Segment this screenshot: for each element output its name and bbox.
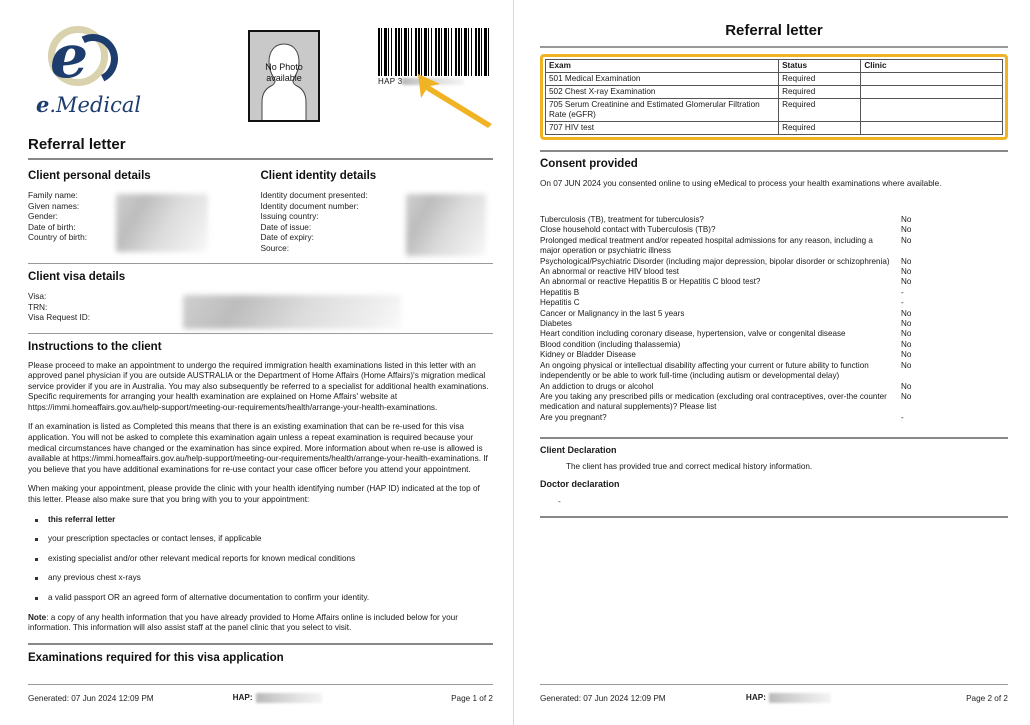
instructions-paragraph-1: Please proceed to make an appointment to undergo the required immigration health examinations listed in this letter with an approved panel physician if you are outside AUSTRALIA or the Department of Home Affairs (Home Affairs)'s migration medical service provider if you are in Australia. You may also subsequently be referred to a specialist for additional health examinations. Specific requirements for arranging your health examination are explained on Home Affairs' website at https://immi.homeaffairs.gov.au/help-support/meeting-our-requirements/health/arrange-your-health-examinations. bbox=[28, 360, 489, 412]
exams-required-heading: Examinations required for this visa application bbox=[28, 651, 284, 664]
instructions-heading: Instructions to the client bbox=[28, 340, 162, 353]
footer-hap-redaction bbox=[769, 693, 831, 703]
exams-heading-rule bbox=[28, 643, 493, 645]
table-row bbox=[546, 122, 1003, 135]
question-text: Psychological/Psychiatric Disorder (including major depression, bipolar disorder or schizophrenia) bbox=[540, 256, 890, 266]
cell-status: Required bbox=[779, 99, 861, 122]
photo-placeholder-label bbox=[250, 62, 318, 84]
list-item bbox=[540, 392, 1008, 413]
logo-letter-e-icon: e bbox=[50, 22, 87, 92]
client-personal-details bbox=[28, 168, 261, 253]
list-item bbox=[540, 319, 1008, 329]
page2-footer bbox=[540, 676, 1008, 703]
consent-intro-text: On 07 JUN 2024 you consented online to using eMedical to process your health examinations where available. bbox=[540, 179, 942, 188]
exam-table-highlight bbox=[540, 54, 1008, 140]
label-source: Source: bbox=[260, 242, 290, 253]
list-item: this referral letter bbox=[48, 515, 493, 526]
photo-placeholder-line2: available bbox=[266, 73, 302, 83]
cell-exam: 707 HIV test bbox=[546, 122, 779, 135]
question-text: Hepatitis B bbox=[540, 287, 580, 297]
footer-page-number: Page 2 of 2 bbox=[966, 693, 1008, 703]
list-item: existing specialist and/or other relevant medical reports for known medical conditions bbox=[48, 554, 493, 565]
table-row bbox=[546, 99, 1003, 122]
label-identity-document-presented: Identity document presented: bbox=[260, 190, 368, 200]
footer-rule bbox=[540, 684, 1008, 685]
page2-title-rule bbox=[540, 46, 1008, 48]
answer-value: No bbox=[901, 381, 912, 391]
question-text: Heart condition including coronary disease, hypertension, valve or congenital disease bbox=[540, 329, 846, 339]
label-gender: Gender: bbox=[28, 211, 58, 221]
answer-value: No bbox=[901, 319, 912, 329]
answer-value: No bbox=[901, 391, 912, 401]
cell-exam: 501 Medical Examination bbox=[546, 73, 779, 86]
client-declaration-text: The client has provided true and correct medical history information. bbox=[566, 462, 813, 472]
footer-rule bbox=[28, 684, 493, 685]
cell-clinic bbox=[861, 86, 1003, 99]
label-visa-request-id: Visa Request ID: bbox=[28, 312, 91, 322]
list-item bbox=[540, 277, 1008, 287]
footer-hap-id bbox=[233, 693, 386, 703]
title-rule bbox=[28, 158, 493, 160]
exam-table-header-row bbox=[546, 60, 1003, 73]
instructions-note bbox=[28, 613, 493, 634]
label-country-of-birth: Country of birth: bbox=[28, 232, 88, 242]
question-text: Are you taking any prescribed pills or medication (excluding oral contraceptives, over-the counter medication and natural supplements)? Please list bbox=[540, 391, 887, 412]
exam-table-body bbox=[546, 73, 1003, 135]
instructions-paragraph-3: When making your appointment, please provide the clinic with your health identifying number (HAP ID) indicated at the top of this letter. Please also make sure that you bring with you to your appointment: bbox=[28, 484, 480, 505]
label-given-names: Given names: bbox=[28, 200, 80, 211]
footer-row bbox=[540, 693, 1008, 703]
table-row bbox=[546, 86, 1003, 99]
question-text: Blood condition (including thalassemia) bbox=[540, 339, 681, 349]
table-row bbox=[546, 73, 1003, 86]
logo-wordmark-medical: .Medical bbox=[49, 93, 142, 117]
list-item: any previous chest x-rays bbox=[48, 573, 493, 584]
footer-hap-id bbox=[746, 693, 900, 703]
list-item bbox=[540, 350, 1008, 360]
logo-wordmark-e: e bbox=[36, 92, 50, 117]
client-visa-details bbox=[28, 271, 493, 327]
identity-details-heading: Client identity details bbox=[260, 170, 377, 182]
column-header-clinic: Clinic bbox=[861, 60, 1003, 73]
identity-details-redaction bbox=[406, 194, 486, 256]
question-text: Hepatitis C bbox=[540, 298, 580, 308]
visa-details-heading: Client visa details bbox=[28, 271, 126, 283]
document-page-2 bbox=[514, 0, 1030, 725]
question-text: Cancer or Malignancy in the last 5 years bbox=[540, 308, 685, 318]
answer-value: No bbox=[901, 215, 912, 224]
cell-clinic bbox=[861, 73, 1003, 86]
answer-value: No bbox=[901, 277, 912, 287]
list-item bbox=[540, 361, 1008, 382]
footer-generated-timestamp: Generated: 07 Jun 2024 12:09 PM bbox=[28, 693, 154, 703]
label-date-of-birth: Date of birth: bbox=[28, 221, 76, 232]
client-details-columns bbox=[28, 168, 493, 253]
column-header-status: Status bbox=[779, 60, 861, 73]
label-visa: Visa: bbox=[28, 291, 47, 301]
hap-barcode-redaction bbox=[402, 78, 464, 85]
cell-exam: 502 Chest X-ray Examination bbox=[546, 86, 779, 99]
question-text: Close household contact with Tuberculosis (TB)? bbox=[540, 225, 716, 235]
answer-value: - bbox=[901, 298, 904, 308]
question-text: Diabetes bbox=[540, 319, 572, 329]
page2-title: Referral letter bbox=[725, 22, 823, 39]
hap-barcode-prefix: HAP 3 bbox=[378, 77, 403, 86]
instructions-note-label: Note bbox=[28, 612, 47, 622]
personal-details-redaction bbox=[116, 194, 208, 252]
question-text: An addiction to drugs or alcohol bbox=[540, 381, 654, 391]
list-item bbox=[540, 267, 1008, 277]
logo-wordmark bbox=[36, 92, 178, 117]
emedical-logo-mark bbox=[42, 22, 124, 92]
client-photo-placeholder bbox=[248, 30, 320, 122]
exam-table bbox=[545, 59, 1003, 135]
answer-value: No bbox=[901, 308, 912, 318]
list-item: your prescription spectacles or contact lenses, if applicable bbox=[48, 534, 493, 545]
label-identity-document-number: Identity document number: bbox=[260, 200, 359, 211]
list-item bbox=[540, 329, 1008, 339]
instructions-paragraph-2: If an examination is listed as Completed this means that there is an existing examination that can be re-used for this visa application. You will not be asked to complete this examination again unless a repeat examination is required because your medical circumstances have changed or the examination has since expired. More information about when re-use is allowed is available at https://immi.homeaffairs.gov.au/help-support/meeting-our-requirements/health/arrange-your-health-examinations. If you believe that you have additional examinations for re-use contact your case officer before you attend your appointment. bbox=[28, 422, 488, 474]
list-item bbox=[540, 225, 1008, 235]
declaration-bottom-rule bbox=[540, 516, 1008, 518]
label-trn: TRN: bbox=[28, 301, 48, 312]
question-text: Tuberculosis (TB), treatment for tuberculosis? bbox=[540, 215, 704, 224]
instructions-note-text: : a copy of any health information that you have already provided to Home Affairs online is included below for your information. This information will also assist staff at the panel clinic that you select to visit. bbox=[28, 612, 458, 633]
answer-value: No bbox=[901, 225, 912, 235]
question-text: An ongoing physical or intellectual disability affecting your current or future ability to function independently or be able to work full-time (including autism or developmental delay) bbox=[540, 360, 869, 381]
list-item bbox=[540, 215, 1008, 225]
page-title: Referral letter bbox=[28, 136, 126, 153]
list-item bbox=[540, 413, 1008, 423]
list-item bbox=[540, 236, 1008, 257]
label-date-of-issue: Date of issue: bbox=[260, 221, 312, 232]
client-declaration-heading: Client Declaration bbox=[540, 445, 617, 456]
footer-page-number: Page 1 of 2 bbox=[451, 693, 493, 703]
cell-status: Required bbox=[779, 86, 861, 99]
answer-value: No bbox=[901, 339, 912, 349]
label-issuing-country: Issuing country: bbox=[260, 211, 319, 221]
personal-details-heading: Client personal details bbox=[28, 170, 151, 182]
hap-barcode-area bbox=[378, 28, 490, 86]
page1-header bbox=[28, 12, 493, 132]
answer-value: No bbox=[901, 360, 912, 370]
answer-value: No bbox=[901, 256, 912, 266]
emedical-logo bbox=[28, 12, 178, 117]
column-header-exam: Exam bbox=[546, 60, 779, 73]
hap-barcode-text bbox=[378, 77, 490, 86]
hap-barcode-image bbox=[378, 28, 490, 76]
visa-details-redaction bbox=[183, 295, 401, 329]
footer-hap-redaction bbox=[256, 693, 322, 703]
doctor-declaration-heading: Doctor declaration bbox=[540, 479, 620, 490]
cell-status: Required bbox=[779, 122, 861, 135]
client-declaration-rule bbox=[540, 437, 1008, 439]
answer-value: - bbox=[901, 287, 904, 297]
question-text: Kidney or Bladder Disease bbox=[540, 350, 636, 360]
instructions-bullet-list bbox=[28, 515, 493, 604]
footer-hap-label: HAP: bbox=[745, 693, 766, 703]
exam-table-head bbox=[546, 60, 1003, 73]
label-date-of-expiry: Date of expiry: bbox=[260, 232, 314, 242]
answer-value: - bbox=[901, 412, 904, 422]
doctor-declaration-text: - bbox=[558, 497, 561, 507]
list-item bbox=[540, 382, 1008, 392]
cell-exam: 705 Serum Creatinine and Estimated Glomerular Filtration Rate (eGFR) bbox=[546, 99, 779, 122]
medical-history-questions bbox=[540, 215, 1008, 423]
list-item bbox=[540, 257, 1008, 267]
footer-hap-label: HAP: bbox=[232, 693, 253, 703]
photo-placeholder-line1: No Photo bbox=[265, 62, 303, 72]
footer-row bbox=[28, 693, 493, 703]
list-item bbox=[540, 340, 1008, 350]
list-item bbox=[540, 309, 1008, 319]
consent-heading: Consent provided bbox=[540, 158, 638, 170]
list-item bbox=[540, 288, 1008, 298]
question-text: An abnormal or reactive Hepatitis B or Hepatitis C blood test? bbox=[540, 277, 761, 287]
document-page-1 bbox=[0, 0, 513, 725]
question-text: Prolonged medical treatment and/or repeated hospital admissions for any reason, including a major operation or psychiatric illness bbox=[540, 235, 873, 256]
question-text: An abnormal or reactive HIV blood test bbox=[540, 267, 680, 277]
label-family-name: Family name: bbox=[28, 190, 78, 200]
visa-section-rule bbox=[28, 263, 493, 264]
answer-value: No bbox=[901, 350, 912, 360]
cell-clinic bbox=[861, 99, 1003, 122]
answer-value: No bbox=[901, 329, 912, 339]
answer-value: No bbox=[901, 235, 912, 245]
list-item bbox=[540, 298, 1008, 308]
instructions-rule bbox=[28, 333, 493, 334]
cell-clinic bbox=[861, 122, 1003, 135]
page1-footer bbox=[28, 676, 493, 703]
footer-generated-timestamp: Generated: 07 Jun 2024 12:09 PM bbox=[540, 693, 666, 703]
list-item: a valid passport OR an agreed form of alternative documentation to confirm your identity. bbox=[48, 593, 493, 604]
question-text: Are you pregnant? bbox=[540, 412, 607, 422]
answer-value: No bbox=[901, 267, 912, 277]
client-identity-details bbox=[261, 168, 494, 253]
consent-rule bbox=[540, 150, 1008, 152]
cell-status: Required bbox=[779, 73, 861, 86]
